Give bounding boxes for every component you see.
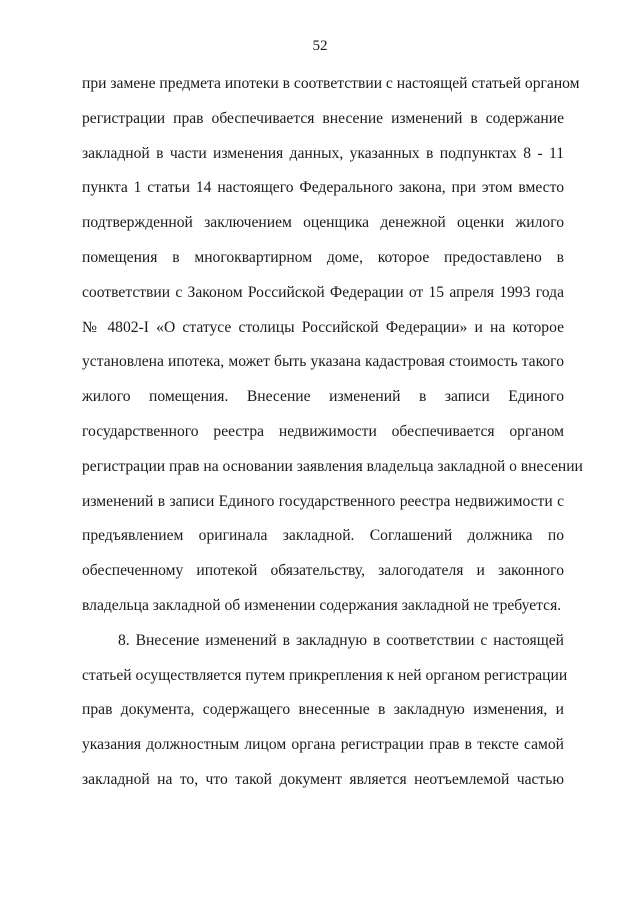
- text-line: установлена ипотека, может быть указана кадастровая стоимость такого: [82, 353, 564, 371]
- text-line: жилого помещения. Внесение изменений в записи Единого: [82, 388, 564, 406]
- text-line: владельца закладной об изменении содержания закладной не требуется.: [82, 596, 562, 614]
- text-line: № 4802-I «О статусе столицы Российской Федерации» и на которое: [82, 318, 564, 336]
- text-line: государственного реестра недвижимости обеспечивается органом: [82, 422, 564, 440]
- text-line: прав документа, содержащего внесенные в закладную изменения, и: [82, 701, 564, 719]
- document-body: [82, 67, 583, 798]
- text-line: 8. Внесение изменений в закладную в соответствии с настоящей: [118, 631, 564, 649]
- text-line: закладной на то, что такой документ является неотъемлемой частью: [82, 770, 564, 788]
- text-line: помещения в многоквартирном доме, которое предоставлено в: [82, 248, 564, 266]
- text-line: закладной в части изменения данных, указанных в подпунктах 8 - 11: [82, 144, 564, 162]
- text-line: статьей осуществляется путем прикрепления к ней органом регистрации: [82, 666, 568, 684]
- text-line: регистрации прав на основании заявления владельца закладной о внесении: [82, 457, 583, 475]
- text-line: предъявлением оригинала закладной. Соглашений должника по: [82, 527, 564, 545]
- paragraph-1: [82, 67, 583, 624]
- text-line: соответствии с Законом Российской Федерации от 15 апреля 1993 года: [82, 283, 564, 301]
- text-line: указания должностным лицом органа регистрации прав в тексте самой: [82, 736, 564, 754]
- text-line: регистрации прав обеспечивается внесение изменений в содержание: [82, 109, 564, 127]
- page-number: 52: [312, 38, 328, 54]
- text-line: обеспеченному ипотекой обязательству, залогодателя и законного: [82, 562, 564, 580]
- text-line: при замене предмета ипотеки в соответствии с настоящей статьей органом: [82, 75, 580, 92]
- text-line: изменений в записи Единого государственного реестра недвижимости с: [82, 492, 564, 510]
- paragraph-2: [82, 624, 568, 798]
- text-line: пункта 1 статьи 14 настоящего Федерального закона, при этом вместо: [82, 179, 564, 197]
- text-line: подтвержденной заключением оценщика денежной оценки жилого: [82, 214, 564, 232]
